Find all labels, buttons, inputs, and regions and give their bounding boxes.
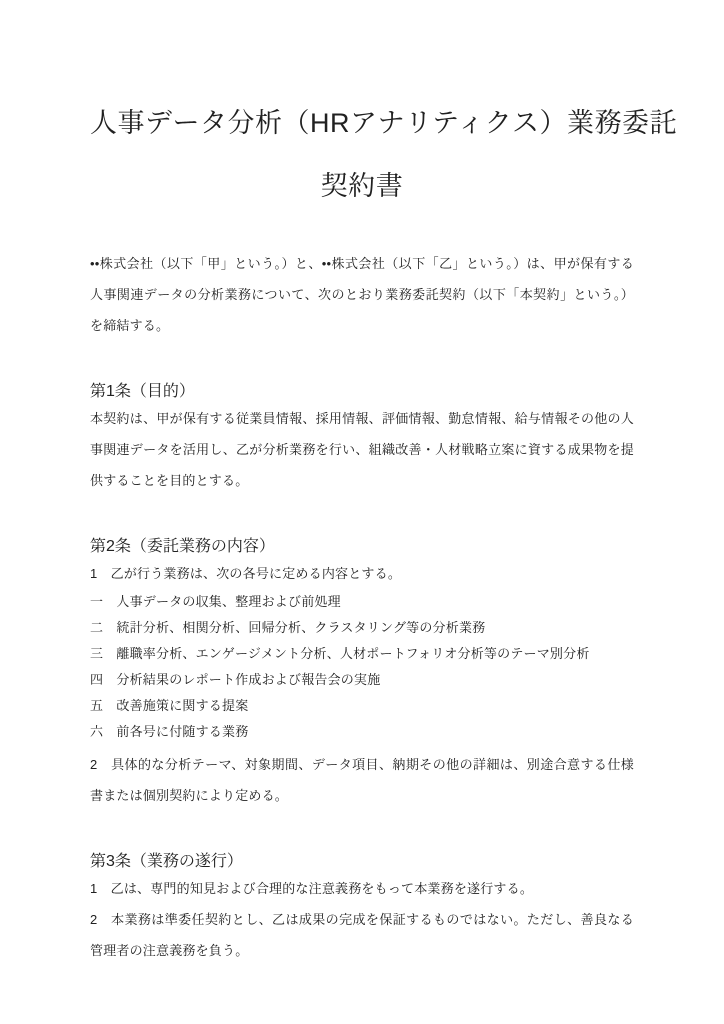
list-item-6: 六 前各号に付随する業務 <box>90 724 249 739</box>
article-2-scope-of-services <box>90 536 634 811</box>
list-item-3: 三 離職率分析、エンゲージメント分析、人材ポートフォリオ分析等のテーマ別分析 <box>90 646 590 661</box>
article-1-body: 本契約は、甲が保有する従業員情報、採用情報、評価情報、勤怠情報、給与情報その他の人事関連データを活用し、乙が分析業務を行い、組織改善・人材戦略立案に資する成果物を提供することを目的とする。 <box>90 411 634 488</box>
document-title-line-2: 契約書 <box>320 171 404 201</box>
list-item-1: 一 人事データの収集、整理および前処理 <box>90 594 341 609</box>
article-1-heading: 第1条（目的） <box>90 383 195 400</box>
article-3-clause-2: 2 本業務は準委任契約とし、乙は成果の完成を保証するものではない。ただし、善良なる管理者の注意義務を負う。 <box>90 912 634 958</box>
article-3-clause-1: 1 乙は、専門的知見および合理的な注意義務をもって本業務を遂行する。 <box>90 881 534 896</box>
article-1-purpose <box>90 381 634 496</box>
document-title-line-1: 人事データ分析（HRアナリティクス）業務委託 <box>90 108 678 138</box>
article-2-heading: 第2条（委託業務の内容） <box>90 538 275 555</box>
article-3-heading: 第3条（業務の遂行） <box>90 853 243 870</box>
article-3-performance-of-services <box>90 851 634 966</box>
article-2-clause-1: 1 乙が行う業務は、次の各号に定める内容とする。 <box>90 566 402 581</box>
list-item-5: 五 改善施策に関する提案 <box>90 698 249 713</box>
list-item-2: 二 統計分析、相関分析、回帰分析、クラスタリング等の分析業務 <box>90 620 486 635</box>
preamble-paragraph: ••株式会社（以下「甲」という。）と、••株式会社（以下「乙」という。）は、甲が保有する人事関連データの分析業務について、次のとおり業務委託契約（以下「本契約」という。）を締結する。 <box>90 256 634 333</box>
document-title <box>90 92 678 218</box>
article-2-item-list <box>90 589 634 745</box>
article-2-clause-2: 2 具体的な分析テーマ、対象期間、データ項目、納期その他の詳細は、別途合意する仕様書または個別契約により定める。 <box>90 757 634 803</box>
list-item-4: 四 分析結果のレポート作成および報告会の実施 <box>90 672 381 687</box>
